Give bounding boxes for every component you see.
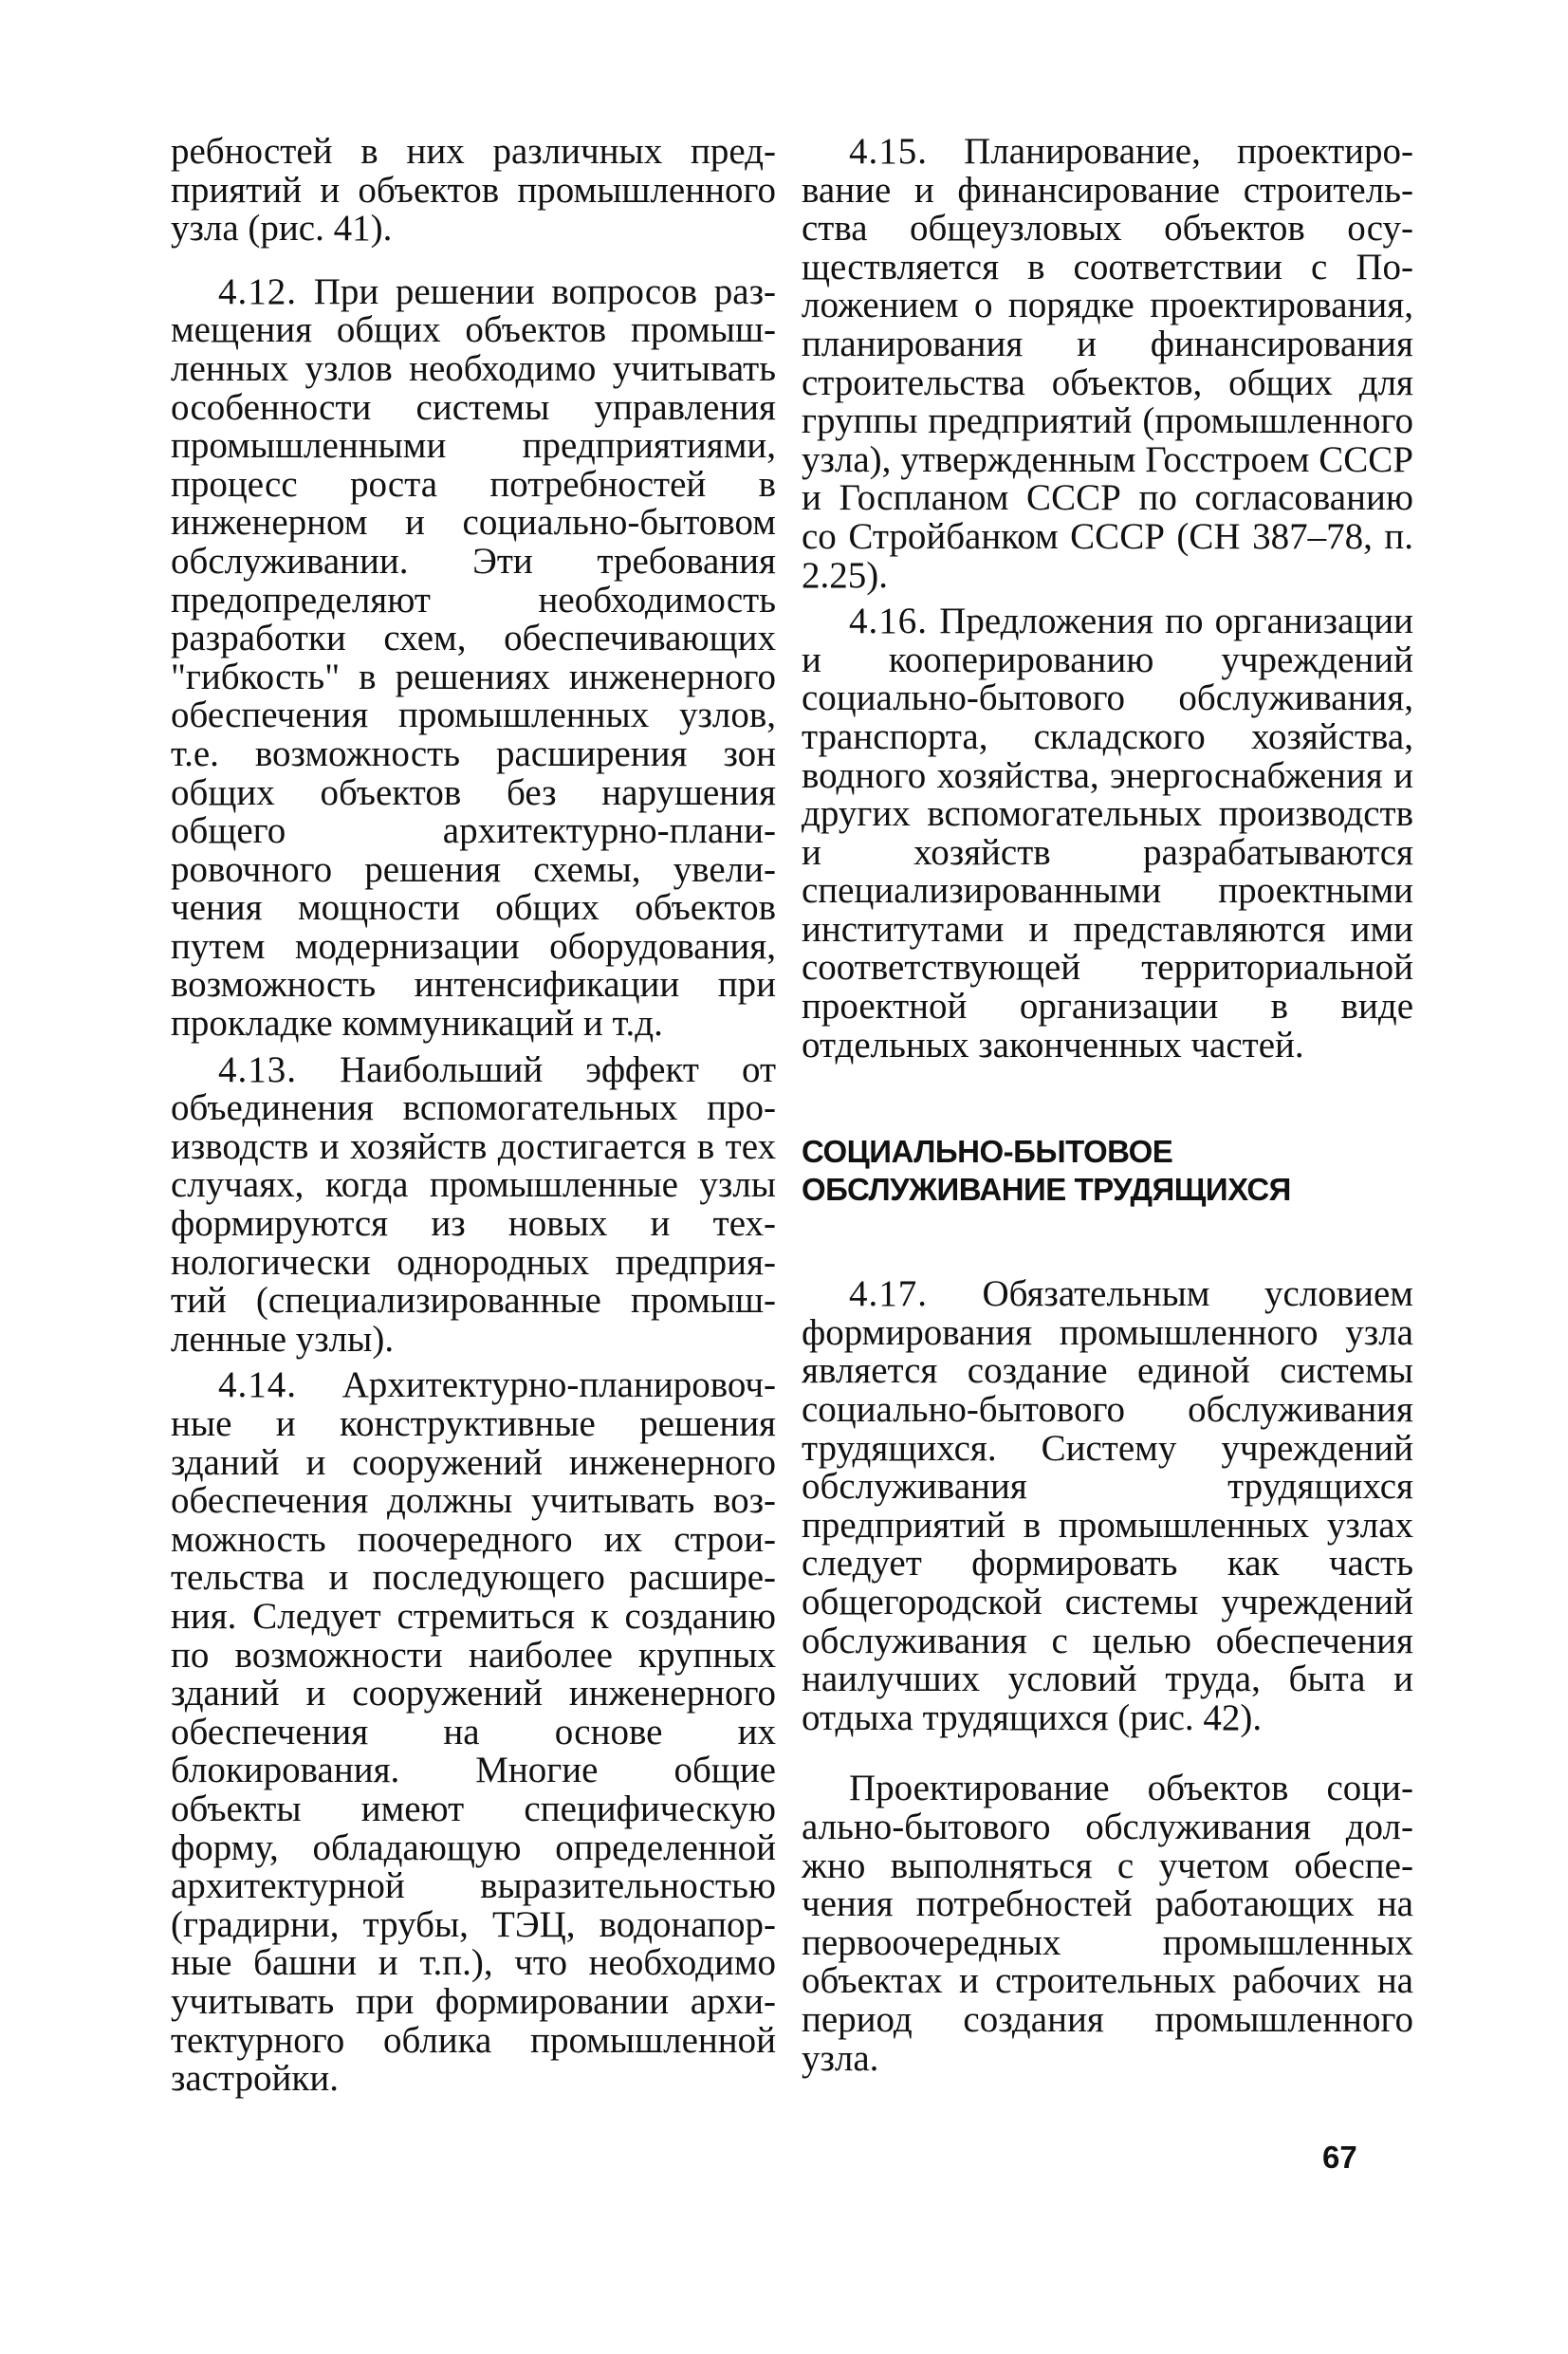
paragraph-text: Обязательным условием формирования промышленного узла является создание единой системы социально-бытового обслуживания трудящихся. Систему учреждений обслуживания трудящихся предприятий в промышленных узлах следует формировать как часть общегородской системы учреждений обслуживания с целью обеспечения наилучших условий труда, быта и отдыха трудящихся (рис. 42). bbox=[802, 1273, 1413, 1738]
section-number: 4.16. bbox=[849, 601, 928, 642]
paragraph-4-12 bbox=[171, 270, 777, 1045]
paragraph-4-17 bbox=[802, 1275, 1413, 1737]
paragraph-text: При решении вопросов размещения общих объектов промышленных узлов необходимо учитывать особенности системы управления промышленными предприятиями, процесс роста потребностей в инженерном и социально-бытовом обслуживании. Эти требования предопределяют необходимость разработки схем, обеспечивающих "гибкость" в решениях инженерного обеспечения промышленных узлов, т.е. возможность расширения зон общих объектов без нарушения общего архитектурно-планировочного решения схемы, увеличения мощности общих объектов путем модернизации оборудования, возможность интенсификации при прокладке коммуникаций и т.д. bbox=[171, 270, 777, 1045]
section-number: 4.12. bbox=[218, 270, 297, 312]
right-column bbox=[802, 133, 1413, 2078]
section-heading-line: ОБСЛУЖИВАНИЕ ТРУДЯЩИХСЯ bbox=[802, 1172, 1291, 1208]
paragraph-text: Архитектурно-планировочные и конструктивные решения зданий и сооружений инженерного обеспечения должны учитывать возможность поочередного их строительства и последующего расширения. Следует стремиться к созданию по возможности наиболее крупных зданий и сооружений инженерного обеспечения на основе их блокирования. Многие общие объекты имеют специфическую форму, обладающую определенной архитектурной выразительностью (градирни, трубы, ТЭЦ, водонапорные башни и т.п.), что необходимо учитывать при формировании архитектурного облика промышленной застройки. bbox=[171, 1364, 776, 2100]
section-number: 4.15. bbox=[849, 131, 928, 172]
paragraph-continuation bbox=[171, 133, 776, 249]
paragraph-4-16 bbox=[802, 602, 1413, 1065]
paragraph-text: Проектирование объектов социально-бытового обслуживания должно выполняться с учетом обеспечения потребностей работающих на первоочередных промышленных объектах и строительных рабочих на период создания промышленного узла. bbox=[802, 1768, 1413, 2079]
page-number: 67 bbox=[1322, 2140, 1357, 2175]
section-heading-line: СОЦИАЛЬНО-БЫТОВОЕ bbox=[802, 1134, 1173, 1170]
paragraph-text: ребностей в них различных предприятий и объектов промышленного узла (рис. 41). bbox=[171, 131, 776, 250]
paragraph-continuation bbox=[802, 1770, 1413, 2078]
left-column bbox=[171, 133, 776, 2099]
paragraph-4-13 bbox=[171, 1048, 777, 1360]
paragraph-4-15 bbox=[802, 133, 1413, 595]
paragraph-text: Наибольший эффект от объединения вспомогательных производств и хозяйств достигается в тех случаях, когда промышленные узлы формируются из новых и технологически однородных предприятий (специализированные промышленные узлы). bbox=[171, 1048, 777, 1360]
section-heading bbox=[802, 1133, 1413, 1209]
paragraph-text: Предложения по организации и кооперированию учреждений социально-бытового обслуживания, транспорта, складского хозяйства, водного хозяйства, энергоснабжения и других вспомогательных производств и хозяйств разрабатываются специализированными проектными институтами и представляются ими соответствующей территориальной проектной организации в виде отдельных законченных частей. bbox=[802, 601, 1414, 1066]
section-number: 4.17. bbox=[849, 1273, 928, 1315]
paragraph-4-14 bbox=[171, 1366, 776, 2098]
paragraph-text: Планирование, проектирование и финансирование строительства общеузловых объектов осуществляется в соответствии с Положением о порядке проектирования, планирования и финансирования строительства объектов, общих для группы предприятий (промышленного узла), утвержденным Госстроем СССР и Госпланом СССР по согласованию со Стройбанком СССР (СН 387–78, п. 2.25). bbox=[802, 131, 1414, 596]
section-number: 4.13. bbox=[218, 1048, 297, 1090]
section-number: 4.14. bbox=[218, 1364, 297, 1406]
